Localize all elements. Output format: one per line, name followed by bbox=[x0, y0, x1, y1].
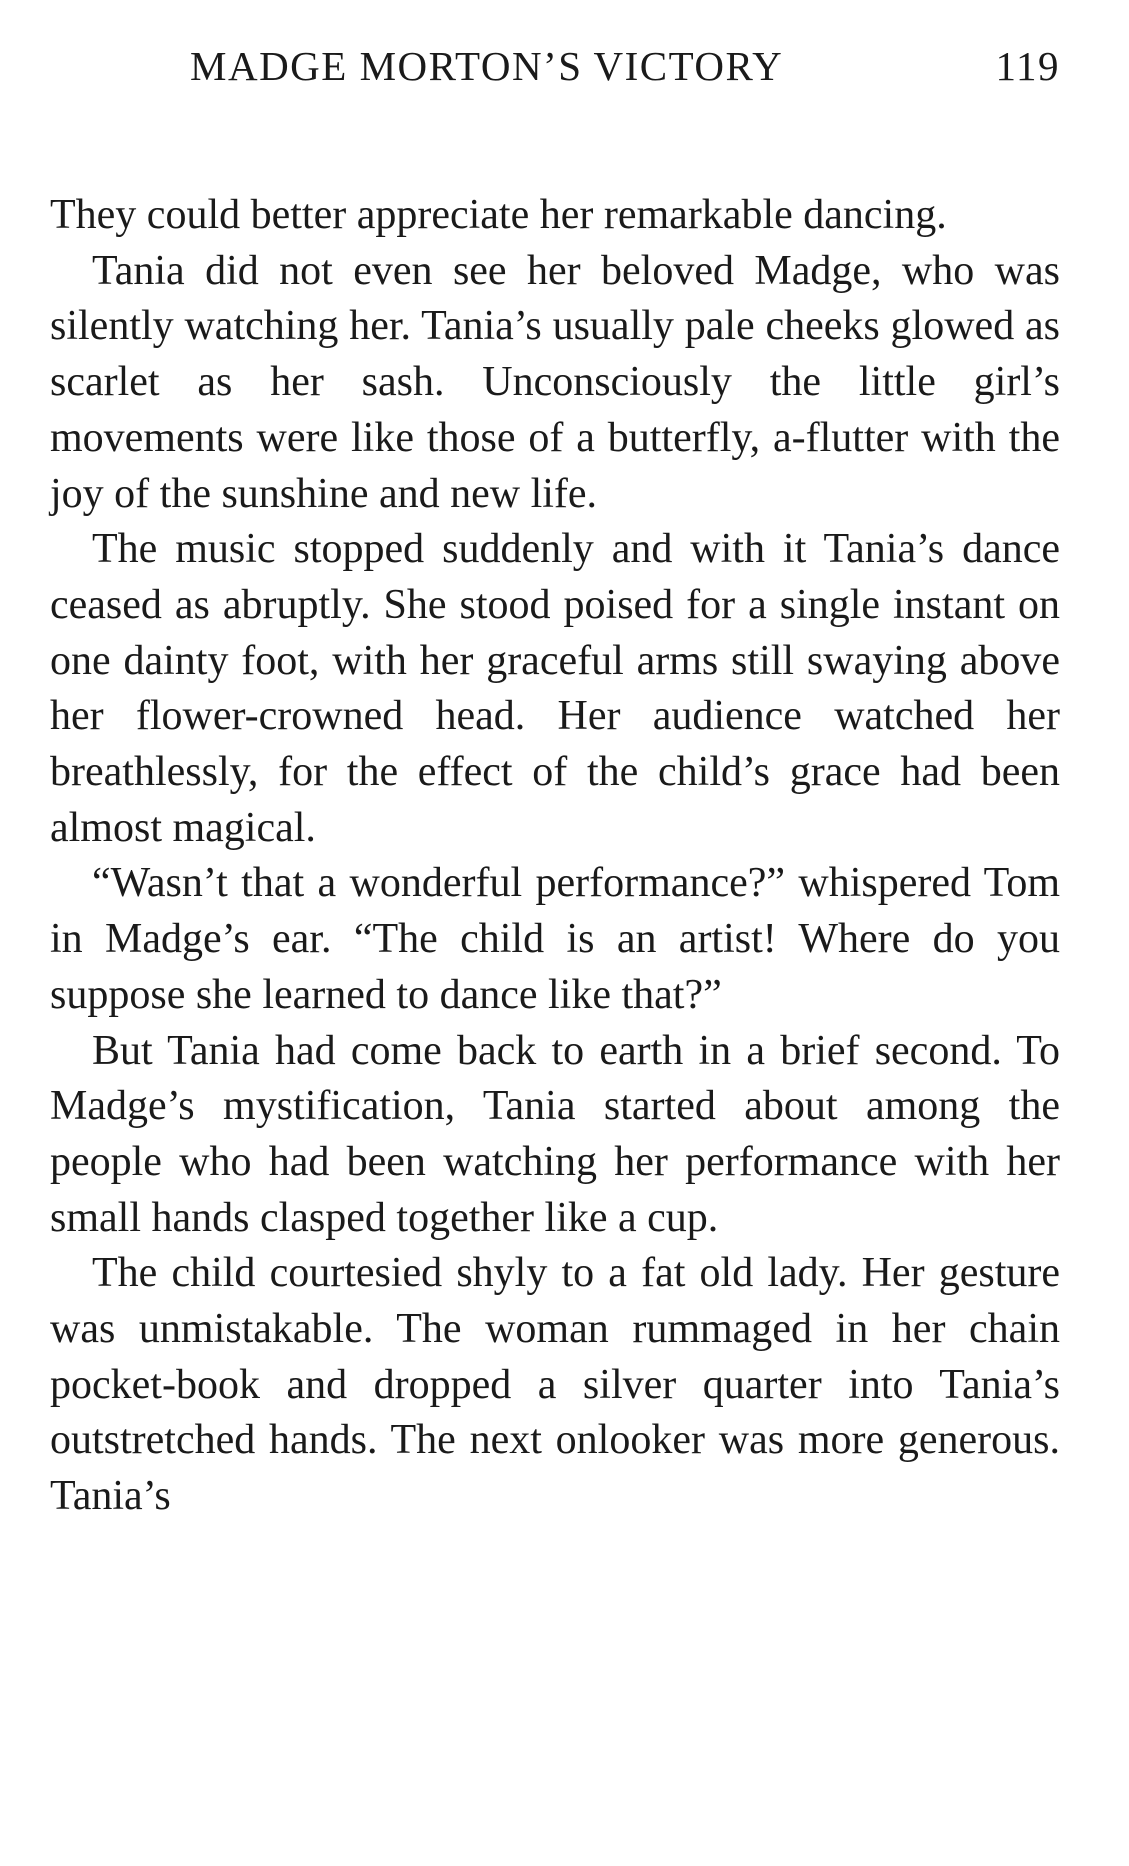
paragraph: They could better appreciate her remarkable dancing. bbox=[50, 192, 947, 238]
paragraph: The music stopped suddenly and with it Tania’s dance ceased as abruptly. She stood poised for a single instant on one dainty foot, with her graceful arms still swaying above her flower-crowned head. Her audience watched her breathlessly, for the effect of the child’s grace had been almost magical. bbox=[50, 526, 1060, 851]
running-title: MADGE MORTON’S VICTORY bbox=[190, 43, 784, 89]
paragraph: But Tania had come back to earth in a brief second. To Madge’s mystification, Tania started about among the people who had been watching her performance with her small hands clasped together like a cup. bbox=[50, 1027, 1060, 1241]
body-text bbox=[50, 188, 1060, 1525]
paragraph: Tania did not even see her beloved Madge, who was silently watching her. Tania’s usually pale cheeks glowed as scarlet as her sash. Unconsciously the little girl’s movements were like those of a butterfly, a-flutter with the joy of the sunshine and new life. bbox=[50, 247, 1060, 517]
paragraph: The child courtesied shyly to a fat old lady. Her gesture was unmistakable. The woman rummaged in her chain pocket-book and dropped a silver quarter into Tania’s outstretched hands. The next onlooker was more generous. Tania’s bbox=[50, 1250, 1060, 1520]
book-page bbox=[50, 36, 1060, 1836]
page-number: 119 bbox=[995, 43, 1060, 89]
paragraph: “Wasn’t that a wonderful performance?” whispered Tom in Madge’s ear. “The child is an artist! Where do you suppose she learned to dance like that?” bbox=[50, 860, 1060, 1018]
running-head bbox=[50, 36, 1060, 96]
